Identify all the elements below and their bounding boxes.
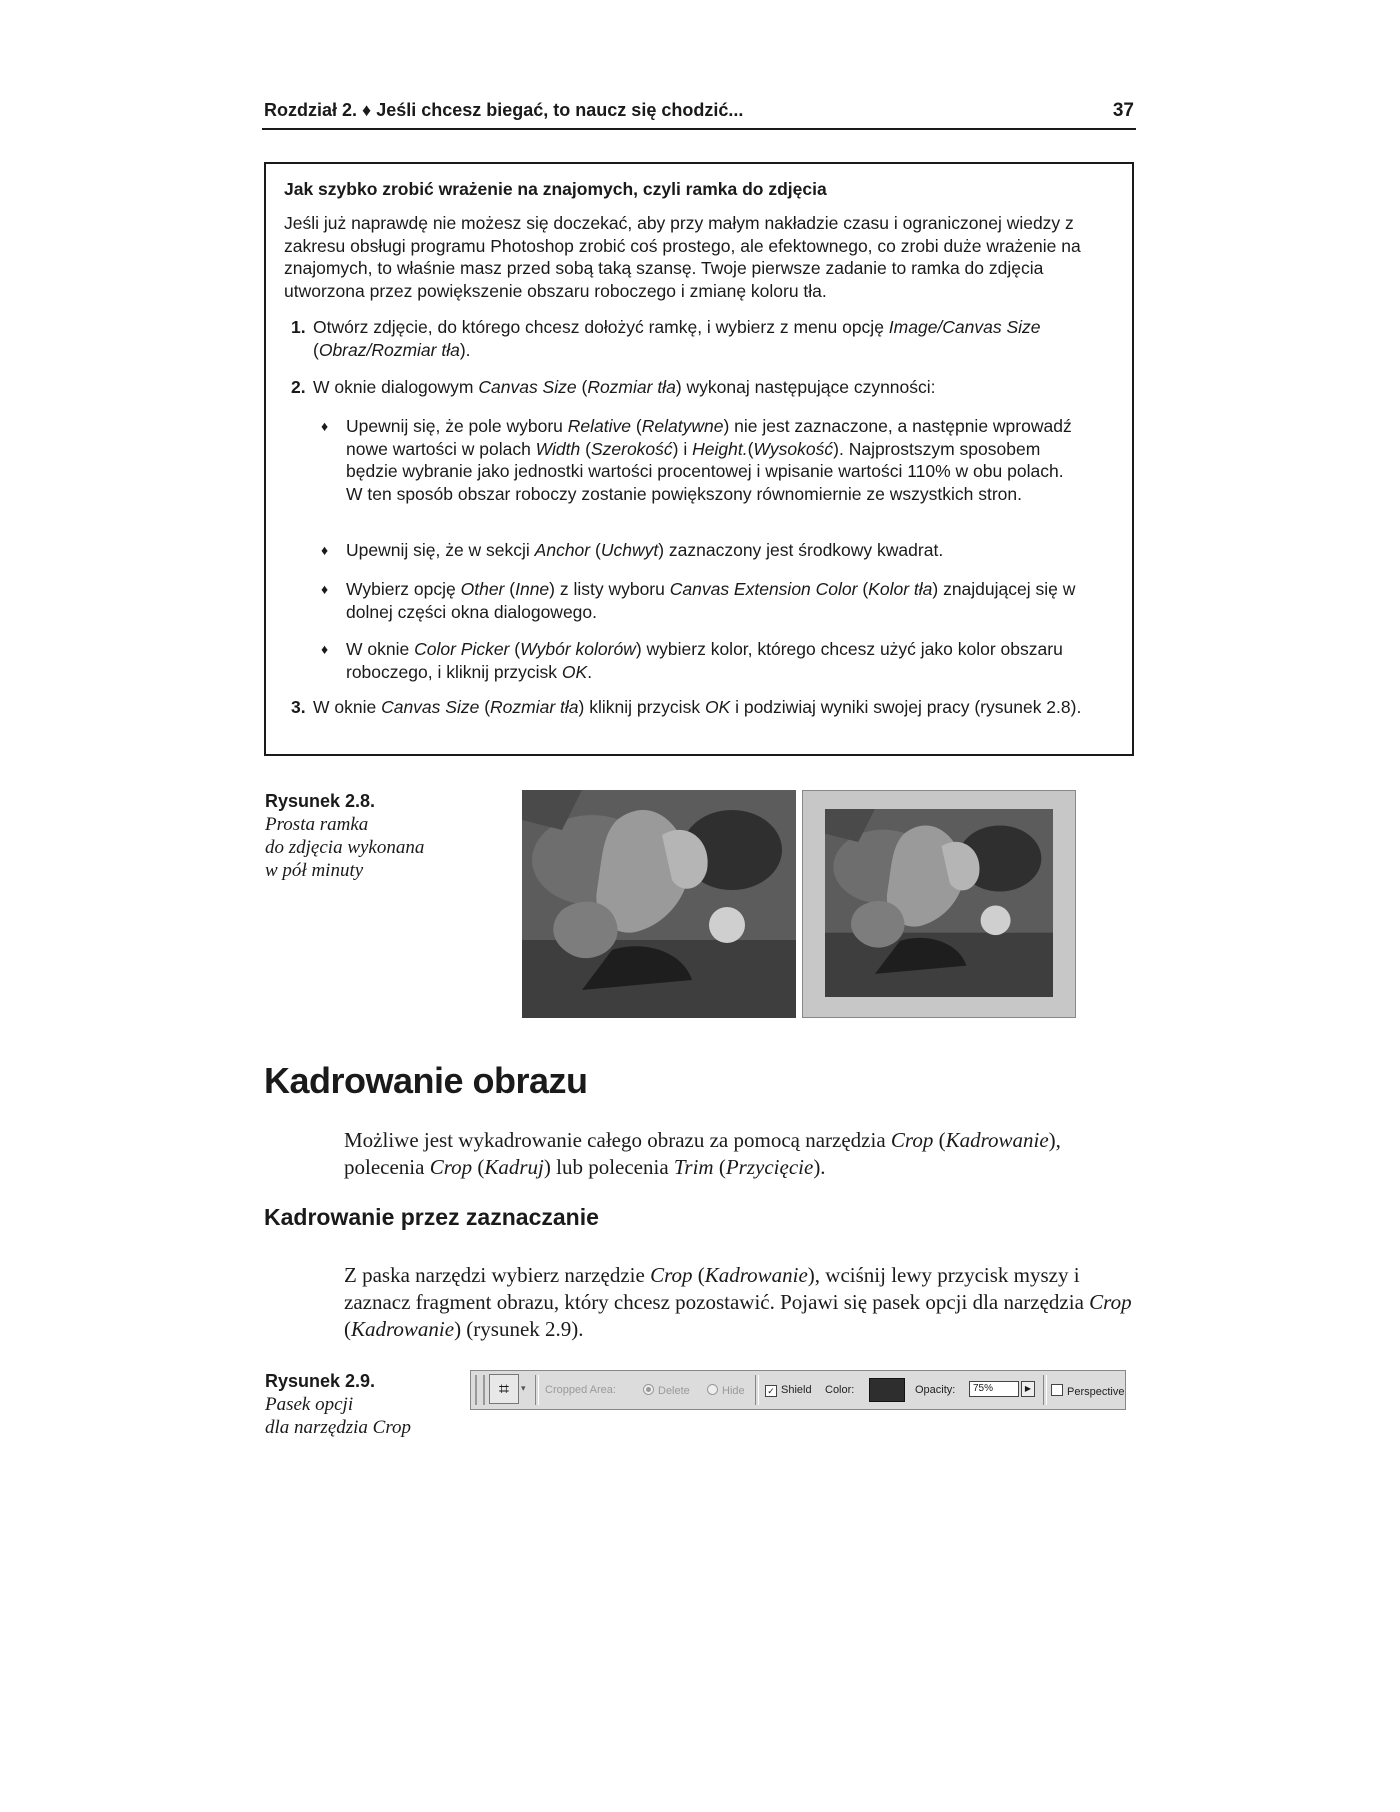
tool-preset-arrow-icon[interactable]: ▾	[521, 1383, 526, 1393]
step-number: 2.	[291, 377, 306, 397]
diamond-bullet-icon: ♦	[321, 641, 329, 657]
bullet-text: Wybierz opcję Other (Inne) z listy wyboru Canvas Extension Color (Kolor tła) znajdującej się w dolnej części okna dialogowego.	[346, 579, 1076, 622]
page-number: 37	[1112, 100, 1134, 121]
bullet-text: Upewnij się, że w sekcji Anchor (Uchwyt) zaznaczony jest środkowy kwadrat.	[346, 540, 944, 560]
diamond-bullet-icon: ♦	[321, 581, 329, 597]
cropped-area-label: Cropped Area:	[545, 1384, 616, 1396]
separator	[1043, 1375, 1047, 1405]
section-heading: Kadrowanie obrazu	[264, 1060, 588, 1101]
figure-description: Pasek opcji	[265, 1394, 354, 1415]
bullet-text: Upewnij się, że pole wyboru Relative (Relatywne) nie jest zaznaczone, a następnie wprowadź nowe wartości w polach Width (Szerokość) i Height.(Wysokość). Najprostszym sposobem będzie wybranie jako jednostki wartości procentowej i wpisanie wartości 110% w obu polach. W ten sposób obszar roboczy zostanie powiększony równomiernie ze wszystkich stron.	[346, 416, 1072, 504]
running-title: Rozdział 2. ♦ Jeśli chcesz biegać, to naucz się chodzić...	[264, 100, 744, 120]
diamond-bullet-icon: ♦	[321, 418, 329, 434]
step-number: 3.	[291, 697, 306, 717]
figure-description: dla narzędzia Crop	[265, 1417, 412, 1438]
crop-tool-icon[interactable]: ⌗	[489, 1374, 519, 1404]
subsection-paragraph: Z paska narzędzi wybierz narzędzie Crop (Kadrowanie), wciśnij lewy przycisk myszy i zaznacz fragment obrazu, który chcesz pozostawić. Pojawi się pasek opcji dla narzędzia Crop (Kadrowanie) (rysunek 2.9).	[344, 1263, 1132, 1341]
framed-photo-inner	[825, 809, 1053, 997]
figure-description: Prosta ramka	[265, 814, 369, 835]
step-number: 1.	[291, 317, 306, 337]
step-text: W oknie dialogowym Canvas Size (Rozmiar tła) wykonaj następujące czynności:	[313, 377, 936, 397]
separator	[755, 1375, 759, 1405]
running-header	[262, 98, 1136, 130]
flower-photo-framed	[802, 790, 1076, 1018]
separator	[535, 1375, 539, 1405]
step-text: Otwórz zdjęcie, do którego chcesz dołożyć ramkę, i wybierz z menu opcję Image/Canvas Size (Obraz/Rozmiar tła).	[313, 317, 1041, 360]
checkbox-checked-icon: ✓	[765, 1385, 777, 1397]
color-label: Color:	[825, 1384, 855, 1396]
figure-2-9-caption	[265, 1370, 411, 1439]
opacity-input[interactable]: 75%	[969, 1381, 1019, 1397]
hide-radio[interactable]: Hide	[707, 1384, 745, 1397]
bullet-text: W oknie Color Picker (Wybór kolorów) wybierz kolor, którego chcesz użyć jako kolor obszaru roboczego, i kliknij przycisk OK.	[346, 639, 1063, 682]
opacity-arrow-icon[interactable]: ▶	[1021, 1381, 1035, 1397]
figure-description: w pół minuty	[265, 860, 364, 881]
tip-box	[264, 162, 1134, 756]
shield-color-swatch[interactable]	[869, 1378, 905, 1402]
toolbar-grip[interactable]	[475, 1375, 485, 1405]
section-paragraph: Możliwe jest wykadrowanie całego obrazu za pomocą narzędzia Crop (Kadrowanie), polecenia Crop (Kadruj) lub polecenia Trim (Przycięcie).	[344, 1128, 1061, 1179]
figure-2-8-caption	[265, 790, 424, 882]
tip-intro: Jeśli już naprawdę nie możesz się doczekać, aby przy małym nakładzie czasu i ograniczonej wiedzy z zakresu obsługi programu Photoshop zrobić coś prostego, ale efektownego, co zrobi duże wrażenie na znajomych, to właśnie masz przed sobą taką szansę. Twoje pierwsze zadanie to ramka do zdjęcia utworzona przez powiększenie obszaru roboczego i zmianę koloru tła.	[284, 213, 1081, 301]
subsection-heading: Kadrowanie przez zaznaczanie	[264, 1204, 599, 1230]
perspective-checkbox[interactable]: Perspective	[1051, 1384, 1124, 1398]
radio-icon	[707, 1384, 718, 1395]
delete-radio[interactable]: Delete	[643, 1384, 690, 1397]
shield-checkbox[interactable]: ✓ Shield	[765, 1384, 812, 1397]
checkbox-icon	[1051, 1384, 1063, 1396]
figure-label: Rysunek 2.9.	[265, 1371, 376, 1391]
crop-options-bar	[470, 1370, 1126, 1410]
radio-icon	[643, 1384, 654, 1395]
opacity-label: Opacity:	[915, 1384, 956, 1396]
flower-photo-original	[522, 790, 796, 1018]
step-text: W oknie Canvas Size (Rozmiar tła) kliknij przycisk OK i podziwiaj wyniki swojej pracy (rysunek 2.8).	[313, 697, 1082, 717]
figure-description: do zdjęcia wykonana	[265, 837, 425, 858]
figure-label: Rysunek 2.8.	[265, 791, 376, 811]
tip-title: Jak szybko zrobić wrażenie na znajomych, czyli ramka do zdjęcia	[284, 179, 827, 199]
diamond-bullet-icon: ♦	[321, 542, 329, 558]
